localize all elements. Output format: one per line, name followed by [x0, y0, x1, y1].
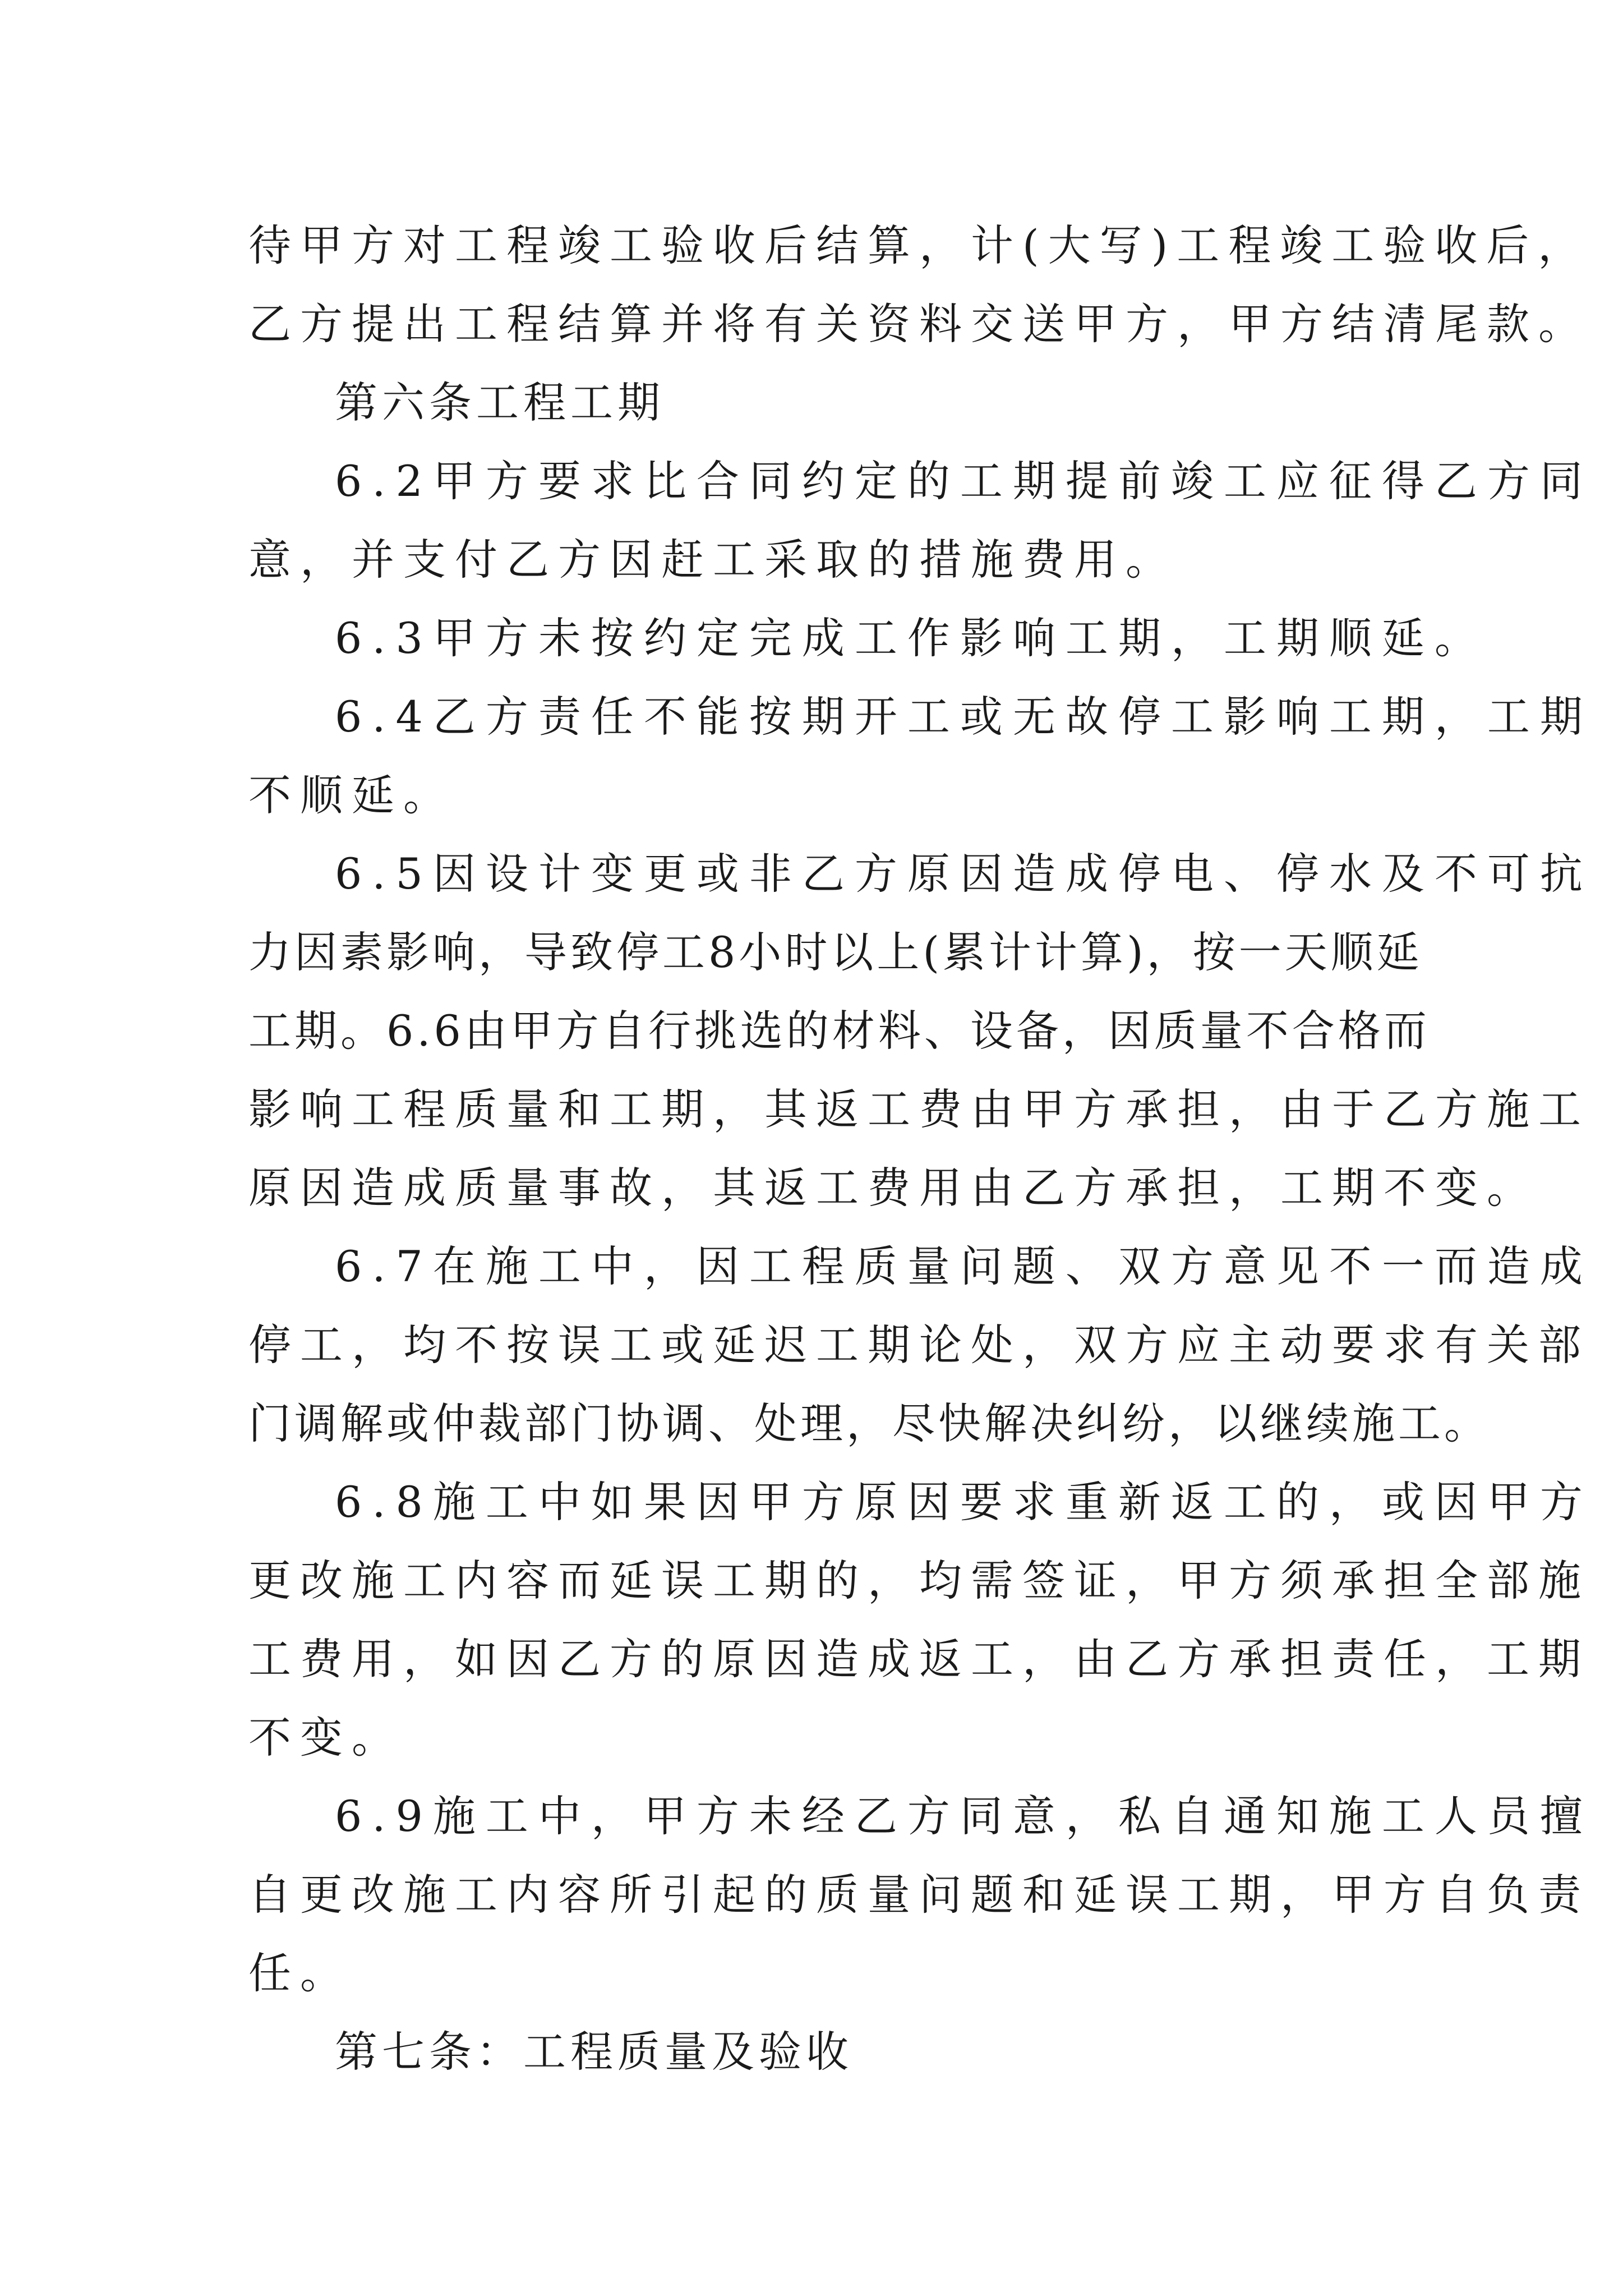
- text-line: 待甲方对工程竣工验收后结算，计(大写)工程竣工验收后，: [248, 220, 1590, 270]
- text-line: 6.8施工中如果因甲方原因要求重新返工的，或因甲方: [335, 1477, 1593, 1527]
- text-line: 更改施工内容而延误工期的，均需签证，甲方须承担全部施: [248, 1556, 1590, 1605]
- text-line: 工费用，如因乙方的原因造成返工，由乙方承担责任，工期: [248, 1634, 1590, 1684]
- text-line: 原因造成质量事故，其返工费用由乙方承担，工期不变。: [248, 1163, 1538, 1213]
- text-line: 6.5因设计变更或非乙方原因造成停电、停水及不可抗: [335, 849, 1593, 899]
- text-line: 门调解或仲裁部门协调、处理，尽快解决纠纷，以继续施工。: [248, 1398, 1490, 1448]
- text-line: 影响工程质量和工期，其返工费由甲方承担，由于乙方施工: [248, 1084, 1590, 1134]
- text-line: 6.7在施工中，因工程质量问题、双方意见不一而造成: [335, 1241, 1593, 1291]
- text-line: 不顺延。: [248, 770, 455, 820]
- text-line: 力因素影响，导致停工8小时以上(累计计算)，按一天顺延: [248, 927, 1423, 977]
- text-line: 6.3甲方未按约定完成工作影响工期，工期顺延。: [335, 613, 1487, 663]
- text-line: 停工，均不按误工或延迟工期论处，双方应主动要求有关部: [248, 1320, 1590, 1370]
- text-line: 任。: [248, 1948, 352, 1998]
- text-line: 意，并支付乙方因赶工采取的措施费用。: [248, 535, 1177, 585]
- text-line: 乙方提出工程结算并将有关资料交送甲方，甲方结清尾款。: [248, 299, 1590, 349]
- text-line: 6.2甲方要求比合同约定的工期提前竣工应征得乙方同: [335, 456, 1593, 506]
- text-line: 不变。: [248, 1713, 403, 1763]
- text-line: 自更改施工内容所引起的质量问题和延误工期，甲方自负责: [248, 1870, 1590, 1920]
- section-heading-6: 第六条工程工期: [335, 378, 665, 427]
- text-line: 工期。6.6由甲方自行挑选的材料、设备，因质量不合格而: [248, 1006, 1430, 1056]
- section-heading-7: 第七条：工程质量及验收: [335, 2027, 853, 2077]
- text-line: 6.9施工中，甲方未经乙方同意，私自通知施工人员擅: [335, 1791, 1593, 1841]
- text-line: 6.4乙方责任不能按期开工或无故停工影响工期，工期: [335, 692, 1593, 742]
